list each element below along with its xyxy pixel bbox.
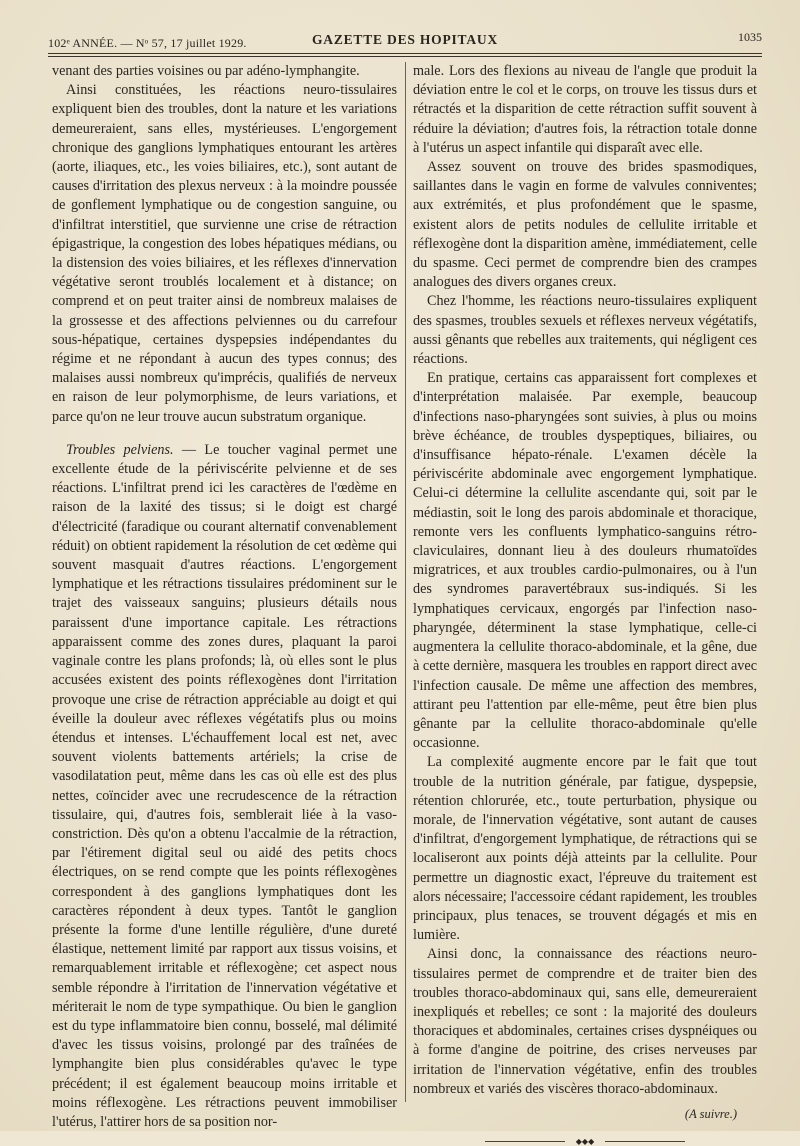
paragraph-text: — Le toucher vaginal permet une excellente étude de la périviscérite pelvienne et de ses réactions. L'infiltrat prend ici les caractères de l'œdème en raison de la laxité des tissus; si le doigt est chargé d'électricité (faradique ou courant alternatif convenablement réduit) on obtient rapidement la résolution de cet œdème qui souvent masquait d'autres réactions. L'engorgement lymphatique et les rétractions tissulaires prédominent sur le trajet des vaisseaux sanguins; plusieurs détails nous paraissent d'une importance capitale. Les rétractions apparaissent comme des zones dures, plaquant la paroi vaginale contre les plans profonds; là, où elles sont le plus accusées existent des points réflexogènes dont l'irritation provoque une crise de rétraction appréciable au doigt et qui éveille la douleur avec réflexes végétatifs plus ou moins étendus et intenses. L'échauffement local est net, avec souvent violents battements artériels; la crise de vasodilatation peut, même dans les cas où elle est des plus nettes, coïncider avec une recrudescence de la rétraction tissulaire, qui, d'autres fois, semblerait liée à la vaso-constriction. Dès qu'on a obtenu l'accalmie de la rétraction, par l'étirement digital seul ou aidé des petits chocs électriques, on se rend compte que les points réflexogènes correspondent à des ganglions lymphatiques dont les caractères répondent à deux types. Tantôt le ganglion présente la forme d'une lentille régulière, d'une dureté élastique, nettement limité par rapport aux tissus voisins, et remarquablement irritable et réflexogène; cet aspect nous semble répondre à l'irritation de l'innervation végétative et mériterait le nom de type sympathique. Ou bien le ganglion est du type inflammatoire bien connu, bosselé, mal délimité d'avec les tissus voisins, prolongé par des traînées de lymphangite bien plus considérables qu'avec le type précédent; il est également beaucoup moins irritable et moins réflexogène. Les rétractions peuvent immobiliser l'utérus, l'attirer hors de sa position nor- — [52, 441, 397, 1130]
end-ornament — [485, 1138, 685, 1146]
section-heading: Troubles pelviens. — [66, 441, 174, 458]
page-number: 1035 — [738, 30, 762, 44]
header-rule-thin — [48, 56, 762, 57]
journal-title: GAZETTE DES HOPITAUX — [311, 32, 499, 47]
paragraph: Ainsi donc, la connaissance des réactions neuro-tissulaires permet de comprendre et de traiter bien des troubles thoraco-abdominaux qui, sans elle, demeureraient inexpliqués et rebelles; ce sont : la majorité des douleurs thoraciques et abdominales, certaines crises dyspnéiques ou à forme d'angine de poitrine, des crises nerveuses par irritation de l'innervation végétative, enfin des troubles nombreux et variés des viscères thoraco-abdominaux. — [413, 946, 757, 1097]
paragraph: En pratique, certains cas apparaissent fort complexes et d'interprétation malaisée. Par exemple, beaucoup d'infections naso-pharyngées sont suivies, à plus ou moins brève échéance, de troubles dyspeptiques, biliaires, ou d'insuffisance hépato-rénale. L'examen décèle la périviscérite abdominale avec engorgement lymphatique. Celui-ci détermine la cellulite ascendante qui, soit par le médiastin, soit le long des parois abdominale et thoracique, remonte vers les confluents lymphatico-sanguins rétro-claviculaires, donnant lieu à des douleurs rhumatoïdes migratrices, et aux troubles cardio-pulmonaires, ou à l'un des syndromes paravertébraux sus-indiqués. Si les lymphatiques cervicaux, engorgés par l'infection naso-pharyngée, déterminent la stase lymphatique, celle-ci augmentera la cellulite thoraco-abdominale, et la gêne, due à cette dernière, masquera les troubles en rapport direct avec l'infection causale. De même une affection des membres, attirant peu l'attention par elle-même, peut être bien plus gênante par la cellulite thoraco-abdominale qu'elle occasionne. — [413, 370, 757, 752]
right-column — [413, 62, 757, 1146]
ornament-line-left — [485, 1141, 565, 1142]
left-column — [52, 62, 397, 1132]
paragraph: Assez souvent on trouve des brides spasmodiques, saillantes dans le vagin en forme de valvules conniventes; aux extrémités, et plus profondément que le spasme, existent alors de petits nodules de cellulite irritable et réflexogène dont la disparition amène, immédiatement, celle du spasme. Ceci permet de comprendre bien des crampes analogues des divers organes creux. — [413, 159, 757, 291]
paragraph: Chez l'homme, les réactions neuro-tissulaires expliquent des spasmes, troubles sexuels et réflexes nerveux végétatifs, aussi gênants que rebelles aux traitements, qui négligent ces réactions. — [413, 293, 757, 368]
continued-note: (A suivre.) — [684, 1106, 737, 1121]
ornament-glyph: ◆◆◆ — [575, 1137, 595, 1146]
paragraph: Ainsi constituées, les réactions neuro-tissulaires expliquent bien des troubles, dont la nature et les variations demeureraient, sans elles, mystérieuses. L'engorgement chronique des ganglions lymphatiques entourant les artères (aorte, iliaques, etc., les voies biliaires, etc.), sont autant de causes d'irritation des plexus nerveux : à la moindre poussée de gonflement lymphatique ou de congestion sanguine, ou d'infiltrat interstitiel, que survienne une crise de rétraction épigastrique, la congestion des lobes hépatiques médians, ou la distension des voies biliaires, et les réflexes d'innervation végétative seront troublés localement et à distance; on comprend et on peut traiter ainsi de nombreux malaises de la grossesse et des affections pelviennes ou du carrefour sous-hépatique, certaines dyspepsies indépendantes du régime et ne répondant à aucun des types connus; des malaises aussi nombreux qu'imprécis, qualifiés de nerveux en raison de leur polymorphisme, de leurs variations, et parce qu'on ne leur trouve aucun substratum organique. — [52, 82, 397, 425]
section-paragraph — [52, 441, 397, 1132]
paragraph: La complexité augmente encore par le fait que tout trouble de la nutrition générale, par fatigue, dyspepsie, rétention chlorurée, etc., toute perturbation, physique ou morale, de l'innervation végétative, sont autant de causes d'infiltrat, d'engorgement lymphatique, de rétractions qui se localiseront aux points déjà atteints par la cellulite. Pour permettre un diagnostic exact, l'épreuve du traitement est alors nécessaire; l'accessoire cédant rapidement, les troubles principaux, plus tenaces, se trouvent dégagés et mis en lumière. — [413, 754, 757, 944]
column-divider — [405, 62, 406, 1102]
paragraph: male. Lors des flexions au niveau de l'angle que produit la déviation entre le col et le corps, on trouve les tissus durs et rétractés et la disparition de cette rétraction suffit souvent à réduire la déviation; d'autres fois, la rétraction totale donne à l'utérus un aspect infantile qui disparaît avec elle. — [413, 63, 757, 156]
header-rule — [48, 53, 762, 54]
ornament-line-right — [605, 1141, 685, 1142]
page-header — [48, 30, 762, 54]
issue-info: 102ᵉ ANNÉE. — Nᵒ 57, 17 juillet 1929. — [48, 36, 247, 50]
paragraph: venant des parties voisines ou par adéno-lymphangite. — [52, 63, 360, 79]
